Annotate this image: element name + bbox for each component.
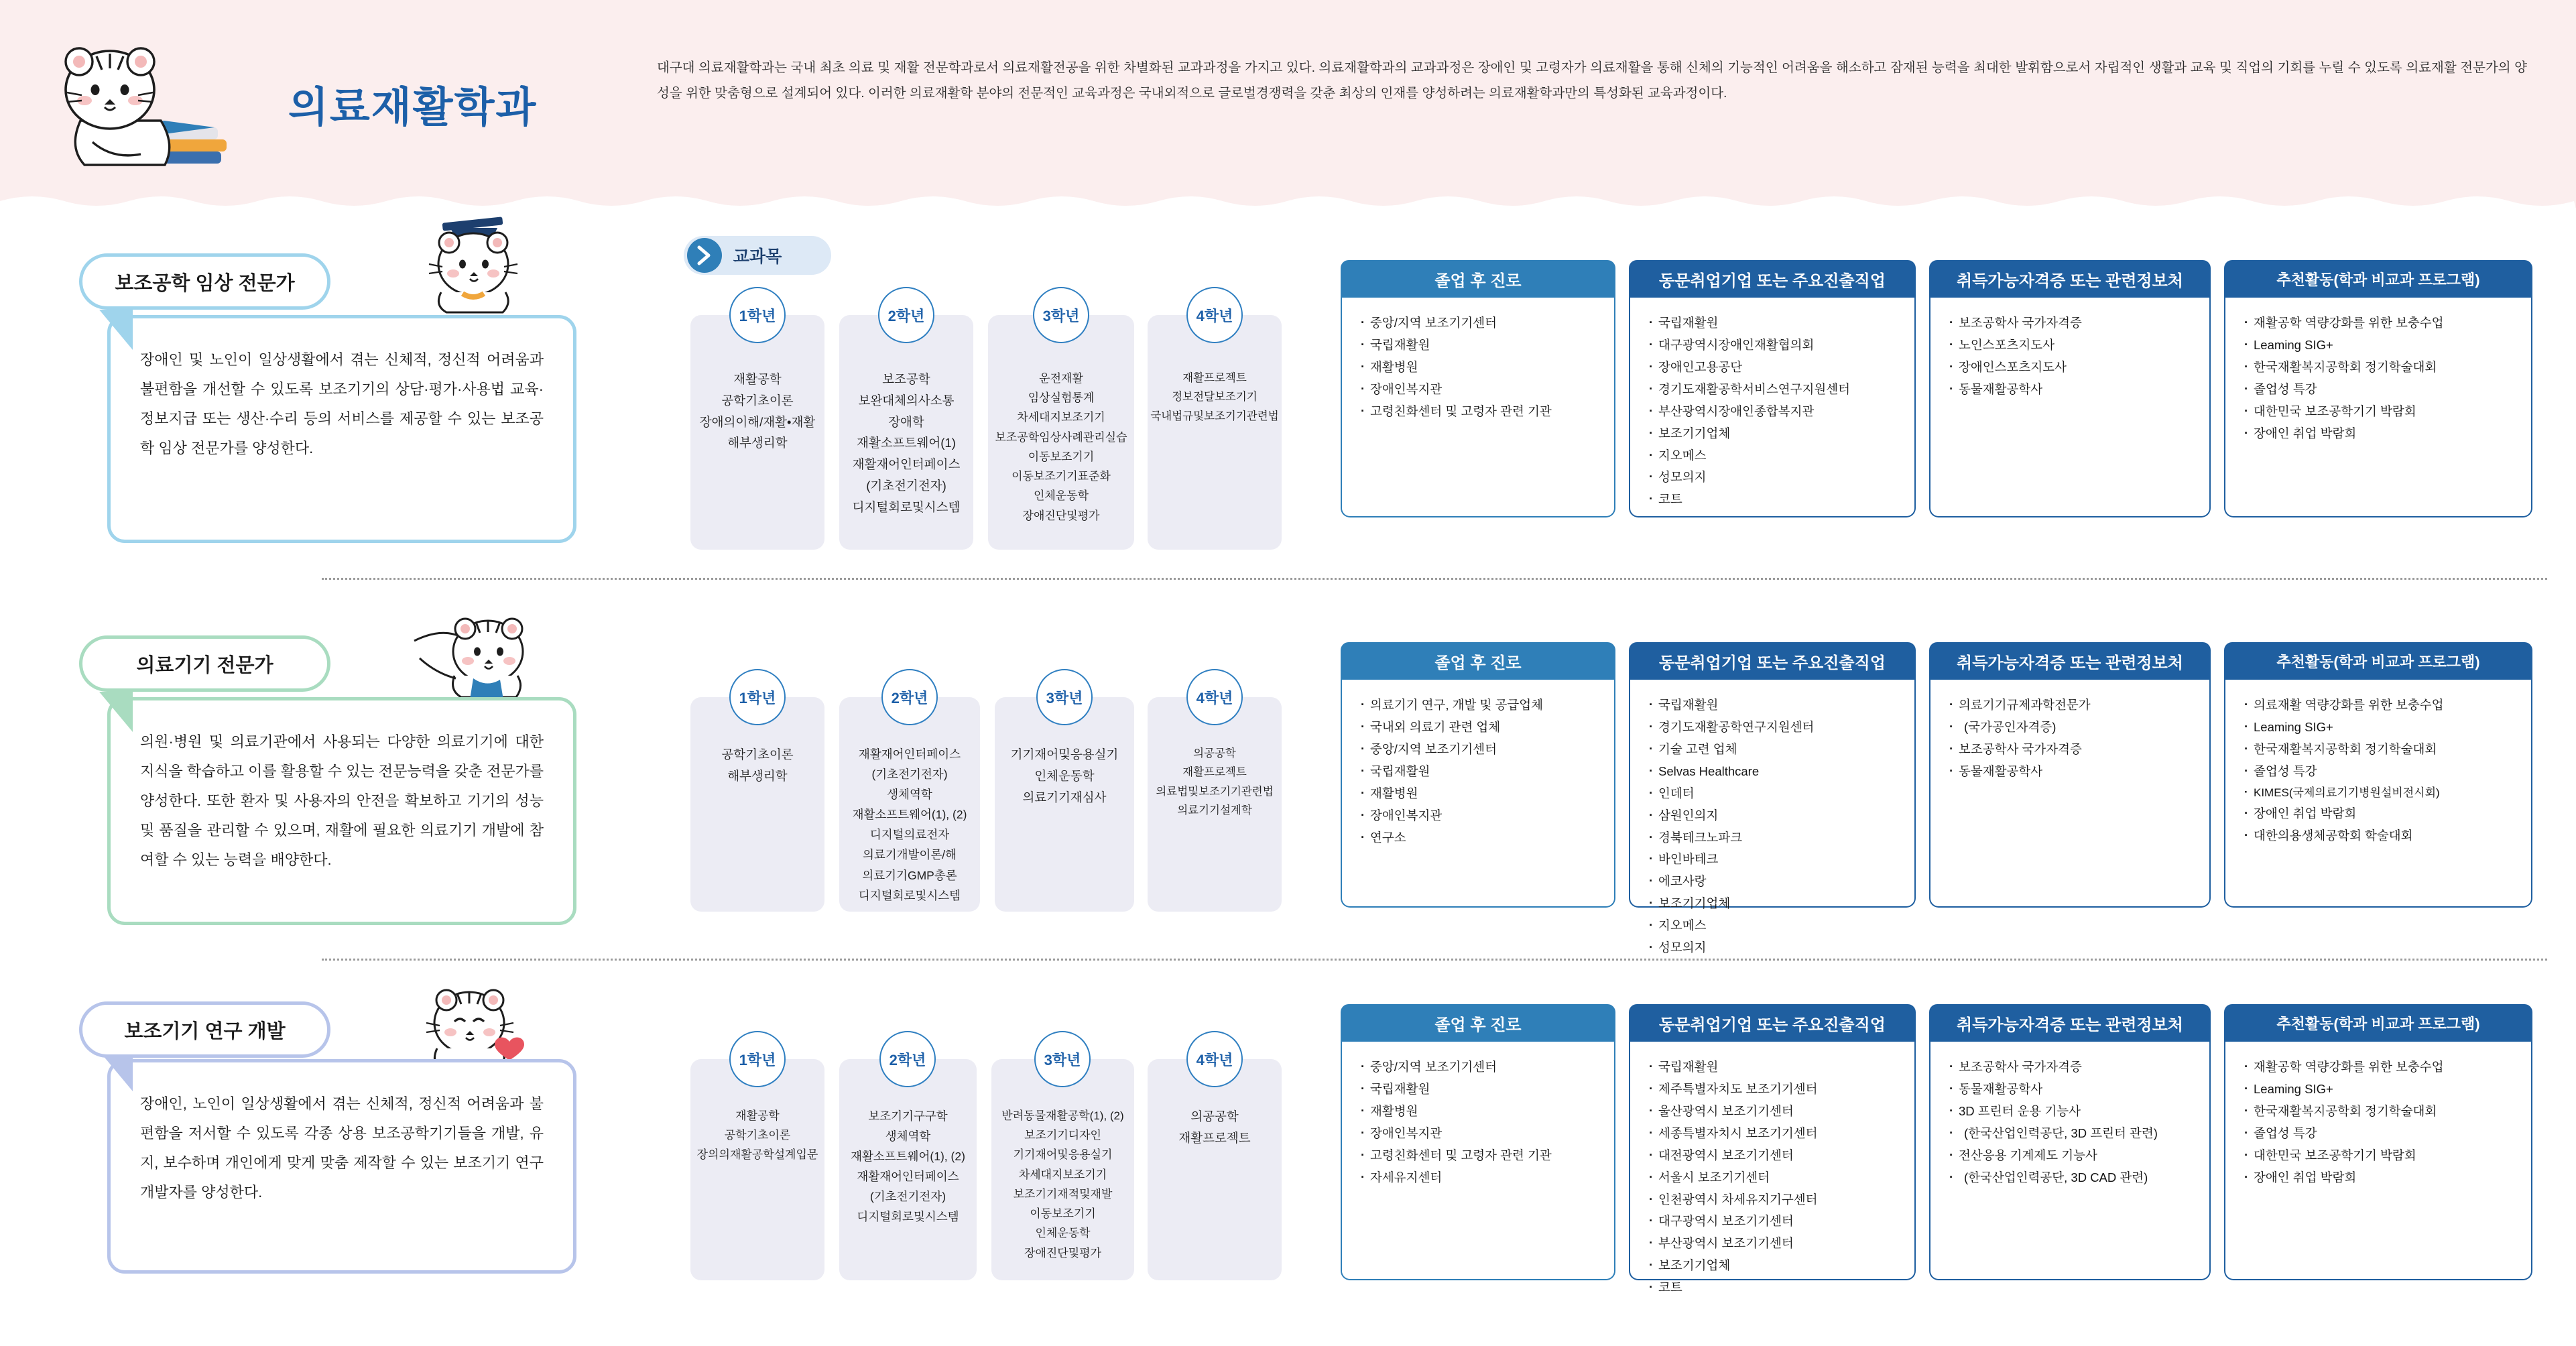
year-badge-3-3-text: 3학년 bbox=[1044, 1051, 1081, 1068]
year-course-list-2-2: 재활재어인터페이스 (기초전기전자) 생체역학 재활소프트웨어(1), (2) 디지털의료전자 의료기개발이론/해 의료기기GMP총론 디지털회로및시스템 bbox=[852, 747, 967, 902]
certificates-panel-3-title: 취득가능자격증 또는 관련정보처 bbox=[1929, 1004, 2211, 1042]
activities-panel-2 bbox=[2224, 642, 2532, 908]
year-badge-1-4-text: 4학년 bbox=[1196, 307, 1233, 324]
year-badge-1-2 bbox=[878, 287, 934, 343]
list-item: · 졸업성 특강 bbox=[2242, 761, 2515, 783]
list-item: · 보조공학사 국가자격증 bbox=[1947, 1056, 2193, 1079]
companies-panel-3 bbox=[1629, 1004, 1916, 1295]
activities-panel-2-title: 추천활동(학과 비교과 프로그램) bbox=[2224, 642, 2532, 680]
year-course-list-3-3: 반려동물재활공학(1), (2) 보조기기디자인 기기재어및응용실기 차세대지보조기기 보조기기재적및재발 이동보조기기 인체운동학 장애진단및평가 bbox=[1001, 1109, 1124, 1260]
year-card-2-3 bbox=[995, 697, 1134, 912]
year-card-1-2 bbox=[839, 315, 973, 550]
activities-panel-3-title: 추천활동(학과 비교과 프로그램) bbox=[2224, 1004, 2532, 1042]
year-card-3-1 bbox=[690, 1059, 824, 1280]
year-course-list-1-4: 재활프로젝트 정보전달보조기기 국내법규및보조기기관련법 bbox=[1150, 372, 1279, 422]
year-card-2-1 bbox=[690, 697, 824, 912]
list-item: · 한국재활복지공학회 정기학술대회 bbox=[2242, 357, 2515, 379]
list-item: · 장애인복지관 bbox=[1358, 805, 1598, 827]
certificates-panel-3 bbox=[1929, 1004, 2211, 1280]
list-item-sub: · (한국산업인력공단, 3D 프린터 관련) bbox=[1947, 1123, 2193, 1145]
list-item: · 장애인고용공단 bbox=[1646, 357, 1898, 379]
list-item: · 장애인 취업 박람회 bbox=[2242, 1167, 2515, 1189]
year-course-list-2-3: 기기재어및응용실기 인체운동학 의료기기재심사 bbox=[1010, 747, 1119, 804]
callout-tail-2 bbox=[99, 692, 133, 732]
year-course-list-3-2: 보조기기구구학 생체역학 재활소프트웨어(1), (2) 재활재어인터페이스 (기초전기전자) 디지털회로및시스템 bbox=[851, 1109, 965, 1224]
tiger-mascot-reading-icon bbox=[40, 20, 261, 188]
list-item: · 지오메스 bbox=[1646, 915, 1898, 937]
track-description-3 bbox=[107, 1059, 576, 1274]
list-item: · 동물재활공학사 bbox=[1947, 379, 2193, 401]
year-course-list-1-3: 운전재활 임상실험통계 차세대지보조기기 보조공학임상사례관리실습 이동보조기기 이동보조기기표준화 인체운동학 장애진단및평가 bbox=[995, 372, 1127, 522]
list-item: · 자세유지센터 bbox=[1358, 1167, 1598, 1189]
list-item: · 대한민국 보조공학기기 박람회 bbox=[2242, 401, 2515, 423]
list-item: · 국립재활원 bbox=[1646, 694, 1898, 717]
year-badge-2-2 bbox=[881, 669, 938, 725]
year-card-1-4 bbox=[1148, 315, 1282, 550]
list-item: · 한국재활복지공학회 정기학술대회 bbox=[2242, 1101, 2515, 1123]
list-item: · 의료기기규제과학전문가 bbox=[1947, 694, 2193, 717]
list-item: · 코트 bbox=[1646, 1277, 1898, 1299]
list-item: · 국내외 의료기 관련 업체 bbox=[1358, 717, 1598, 739]
career-panel-2-body bbox=[1341, 680, 1615, 908]
list-item: · 보조기기업체 bbox=[1646, 893, 1898, 915]
list-item: · 성모의지 bbox=[1646, 937, 1898, 959]
year-course-list-3-4: 의공공학 재활프로젝트 bbox=[1178, 1109, 1251, 1145]
year-card-3-3 bbox=[991, 1059, 1134, 1280]
list-item: · 부산광역시 보조기기센터 bbox=[1646, 1233, 1898, 1255]
year-card-2-4 bbox=[1148, 697, 1282, 912]
companies-panel-2-title: 동문취업기업 또는 주요진출직업 bbox=[1629, 642, 1916, 680]
companies-panel-1 bbox=[1629, 260, 1916, 517]
list-item: · 재활병원 bbox=[1358, 783, 1598, 805]
year-course-list-1-2: 보조공학 보완대체의사소통 장애학 재활소프트웨어(1) 재활재어인터페이스 (기초전기전자) 디지털회로및시스템 bbox=[852, 372, 961, 514]
section-divider-1 bbox=[322, 578, 2547, 580]
list-item: · 바인바테크 bbox=[1646, 849, 1898, 871]
year-badge-3-4 bbox=[1186, 1031, 1243, 1087]
track-description-3-text: 장애인, 노인이 일상생활에서 겪는 신체적, 정신적 어려움과 불편함을 저서할 수 있도록 각종 상용 보조공학기기들을 개발, 유지, 보수하며 개인에게 맞게 맞춤 제작할 수 있는 보조기기 연구 개발자를 양성한다. bbox=[140, 1095, 544, 1201]
list-item: · 의료재활 역량강화를 위한 보충수업 bbox=[2242, 694, 2515, 717]
list-item: · 의료기기 연구, 개발 및 공급업체 bbox=[1358, 694, 1598, 717]
list-item: · 고령친화센터 및 고령자 관련 기관 bbox=[1358, 1145, 1598, 1167]
year-card-2-2 bbox=[839, 697, 980, 912]
list-item: · 중앙/지역 보조기기센터 bbox=[1358, 739, 1598, 761]
career-panel-1 bbox=[1341, 260, 1615, 517]
list-item: · 재활병원 bbox=[1358, 357, 1598, 379]
career-panel-2 bbox=[1341, 642, 1615, 908]
career-panel-1-body bbox=[1341, 298, 1615, 517]
activities-panel-1-body bbox=[2224, 298, 2532, 517]
list-item: · 세종특별자치시 보조기기센터 bbox=[1646, 1123, 1898, 1145]
list-item: · 에코사랑 bbox=[1646, 871, 1898, 893]
list-item: · 장애인복지관 bbox=[1358, 379, 1598, 401]
year-badge-2-1-text: 1학년 bbox=[739, 689, 776, 707]
chevron-right-icon bbox=[685, 236, 724, 275]
list-item: · 삼원인의지 bbox=[1646, 805, 1898, 827]
list-item: · 동물재활공학사 bbox=[1947, 761, 2193, 783]
year-badge-3-3 bbox=[1034, 1031, 1091, 1087]
certificates-panel-2-body bbox=[1929, 680, 2211, 908]
list-item: · 부산광역시장애인종합복지관 bbox=[1646, 401, 1898, 423]
year-badge-1-3 bbox=[1033, 287, 1089, 343]
companies-panel-1-title: 동문취업기업 또는 주요진출직업 bbox=[1629, 260, 1916, 298]
year-badge-1-1 bbox=[729, 287, 786, 343]
curriculum-label-text: 교과목 bbox=[733, 247, 782, 266]
list-item: · 대구광역시 보조기기센터 bbox=[1646, 1211, 1898, 1233]
year-badge-2-4-text: 4학년 bbox=[1196, 689, 1233, 707]
year-badge-2-3-text: 3학년 bbox=[1046, 689, 1083, 707]
track-description-1-text: 장애인 및 노인이 일상생활에서 겪는 신체적, 정신적 어려움과 불편함을 개선할 수 있도록 보조기기의 상담·평가·사용법 교육·정보지급 또는 생산·수리 등의 서비스를 제공할 수 있는 보조공학 임상 전문가를 양성한다. bbox=[140, 351, 544, 456]
year-course-list-2-1: 공학기초이론 해부생리학 bbox=[721, 747, 794, 783]
list-item: · Leaming SIG+ bbox=[2242, 1079, 2515, 1101]
list-item: · 국립재활원 bbox=[1358, 334, 1598, 357]
activities-panel-1-title: 추천활동(학과 비교과 프로그램) bbox=[2224, 260, 2532, 298]
list-item-sub: · (국가공인자격증) bbox=[1947, 717, 2193, 739]
tiger-graduate-icon bbox=[402, 213, 536, 314]
career-panel-2-title: 졸업 후 진로 bbox=[1341, 642, 1615, 680]
list-item: · 국립재활원 bbox=[1358, 761, 1598, 783]
career-panel-3-title: 졸업 후 진로 bbox=[1341, 1004, 1615, 1042]
year-course-list-3-1: 재활공학 공학기초이론 장의의재활공학설계입문 bbox=[696, 1109, 818, 1162]
list-item: · 장애인 취업 박람회 bbox=[2242, 803, 2515, 825]
list-item: · 국립재활원 bbox=[1646, 312, 1898, 334]
track-description-1 bbox=[107, 315, 576, 543]
list-item: · 노인스포츠지도사 bbox=[1947, 334, 2193, 357]
year-card-3-4 bbox=[1148, 1059, 1282, 1280]
certificates-panel-1 bbox=[1929, 260, 2211, 517]
callout-tail-1 bbox=[99, 310, 133, 350]
companies-panel-2 bbox=[1629, 642, 1916, 955]
track-description-2 bbox=[107, 697, 576, 925]
list-item: · 경기도재활공학연구지원센터 bbox=[1646, 717, 1898, 739]
list-item: · 졸업성 특강 bbox=[2242, 1123, 2515, 1145]
year-badge-2-2-text: 2학년 bbox=[891, 689, 928, 707]
year-badge-1-2-text: 2학년 bbox=[887, 307, 925, 324]
list-item: · Leaming SIG+ bbox=[2242, 334, 2515, 357]
year-card-1-1 bbox=[690, 315, 824, 550]
page-header bbox=[0, 0, 2576, 208]
list-item: · 인천광역시 차세유지기구센터 bbox=[1646, 1189, 1898, 1211]
list-item: · 보조공학사 국가자격증 bbox=[1947, 739, 2193, 761]
section-divider-2 bbox=[322, 959, 2547, 961]
list-item: · 경기도재활공학서비스연구지원센터 bbox=[1646, 379, 1898, 401]
list-item: · 인데터 bbox=[1646, 783, 1898, 805]
year-card-3-2 bbox=[839, 1059, 977, 1280]
list-item: · 제주특별자치도 보조기기센터 bbox=[1646, 1079, 1898, 1101]
list-item: · 국립재활원 bbox=[1646, 1056, 1898, 1079]
list-item: · 연구소 bbox=[1358, 827, 1598, 849]
list-item: · 장애인스포츠지도사 bbox=[1947, 357, 2193, 379]
list-item: · 보조공학사 국가자격증 bbox=[1947, 312, 2193, 334]
certificates-panel-2 bbox=[1929, 642, 2211, 908]
list-item: · 대전광역시 보조기기센터 bbox=[1646, 1145, 1898, 1167]
companies-panel-3-title: 동문취업기업 또는 주요진출직업 bbox=[1629, 1004, 1916, 1042]
list-item: · Selvas Healthcare bbox=[1646, 761, 1898, 783]
header-wave-divider bbox=[0, 192, 2576, 209]
activities-panel-2-body bbox=[2224, 680, 2532, 908]
track-title-2-text: 의료기기 전문가 bbox=[136, 654, 273, 676]
list-item: · 대한민국 보조공학기기 박람회 bbox=[2242, 1145, 2515, 1167]
list-item: · 보조기기업체 bbox=[1646, 1255, 1898, 1277]
list-item: · Leaming SIG+ bbox=[2242, 717, 2515, 739]
list-item: · 성모의지 bbox=[1646, 467, 1898, 489]
list-item-sub: · (한국산업인력공단, 3D CAD 관련) bbox=[1947, 1167, 2193, 1189]
year-badge-3-2-text: 2학년 bbox=[889, 1051, 926, 1068]
list-item: · 서울시 보조기기센터 bbox=[1646, 1167, 1898, 1189]
list-item: · 코트 bbox=[1646, 489, 1898, 511]
list-item: · 대한의용생체공학회 학술대회 bbox=[2242, 825, 2515, 847]
list-item: · 보조기기업체 bbox=[1646, 423, 1898, 445]
year-course-list-1-1: 재활공학 공학기초이론 장애의이해/재활•재활 해부생리학 bbox=[699, 372, 816, 450]
activities-panel-3-body bbox=[2224, 1042, 2532, 1280]
list-item: · 동물재활공학사 bbox=[1947, 1079, 2193, 1101]
track-description-2-text: 의원·병원 및 의료기관에서 사용되는 다양한 의료기기에 대한 지식을 학습하고 이를 활용할 수 있는 전문능력을 갖춘 전문가를 양성한다. 또한 환자 및 사용자의 안전을 확보하고 기기의 성능 및 품질을 관리할 수 있으며, 재활에 필요한 의료기기 개발에 참여할 수 있는 능력을 배양한다. bbox=[140, 733, 544, 868]
year-badge-2-3 bbox=[1036, 669, 1093, 725]
year-badge-1-3-text: 3학년 bbox=[1042, 307, 1080, 324]
year-badge-1-1-text: 1학년 bbox=[739, 307, 776, 324]
certificates-panel-1-body bbox=[1929, 298, 2211, 517]
year-badge-3-2 bbox=[879, 1031, 936, 1087]
year-card-1-3 bbox=[988, 315, 1134, 550]
career-panel-3-body bbox=[1341, 1042, 1615, 1280]
year-badge-3-1-text: 1학년 bbox=[739, 1051, 776, 1068]
list-item: · 경북테크노파크 bbox=[1646, 827, 1898, 849]
year-badge-2-4 bbox=[1186, 669, 1243, 725]
list-item: · 장애인복지관 bbox=[1358, 1123, 1598, 1145]
tiger-waving-icon bbox=[409, 603, 550, 704]
companies-panel-3-body bbox=[1629, 1042, 1916, 1295]
year-badge-3-4-text: 4학년 bbox=[1196, 1051, 1233, 1068]
track-title-3 bbox=[79, 1001, 330, 1058]
list-item: · 울산광역시 보조기기센터 bbox=[1646, 1101, 1898, 1123]
activities-panel-1 bbox=[2224, 260, 2532, 517]
list-item: · 국립재활원 bbox=[1358, 1079, 1598, 1101]
certificates-panel-3-body bbox=[1929, 1042, 2211, 1280]
list-item: · 재활공학 역량강화를 위한 보충수업 bbox=[2242, 1056, 2515, 1079]
list-item: · KIMES(국제의료기기병원설비전시회) bbox=[2242, 783, 2515, 803]
page-title: 의료재활학과 bbox=[288, 84, 538, 131]
list-item: · 전산응용 기계제도 기능사 bbox=[1947, 1145, 2193, 1167]
certificates-panel-1-title: 취득가능자격증 또는 관련정보처 bbox=[1929, 260, 2211, 298]
year-badge-2-1 bbox=[729, 669, 786, 725]
list-item: · 재활공학 역량강화를 위한 보충수업 bbox=[2242, 312, 2515, 334]
list-item: · 대구광역시장애인재활협의회 bbox=[1646, 334, 1898, 357]
companies-panel-1-body bbox=[1629, 298, 1916, 517]
list-item: · 중앙/지역 보조기기센터 bbox=[1358, 312, 1598, 334]
certificates-panel-2-title: 취득가능자격증 또는 관련정보처 bbox=[1929, 642, 2211, 680]
list-item: · 지오메스 bbox=[1646, 445, 1898, 467]
companies-panel-2-body bbox=[1629, 680, 1916, 955]
track-title-3-text: 보조기기 연구 개발 bbox=[124, 1020, 286, 1042]
year-badge-3-1 bbox=[729, 1031, 786, 1087]
list-item: · 기술 고련 업체 bbox=[1646, 739, 1898, 761]
list-item: · 중앙/지역 보조기기센터 bbox=[1358, 1056, 1598, 1079]
list-item: · 재활병원 bbox=[1358, 1101, 1598, 1123]
career-panel-1-title: 졸업 후 진로 bbox=[1341, 260, 1615, 298]
year-badge-1-4 bbox=[1186, 287, 1243, 343]
track-title-1-text: 보조공학 임상 전문가 bbox=[115, 272, 295, 294]
track-title-2 bbox=[79, 635, 330, 692]
year-course-list-2-4: 의공공학 재활프로젝트 의료법및보조기기관련법 의료기기설계학 bbox=[1156, 747, 1274, 817]
list-item: · 장애인 취업 박람회 bbox=[2242, 423, 2515, 445]
list-item: · 한국재활복지공학회 정기학술대회 bbox=[2242, 739, 2515, 761]
list-item: · 3D 프린터 운용 기능사 bbox=[1947, 1101, 2193, 1123]
activities-panel-3 bbox=[2224, 1004, 2532, 1280]
career-panel-3 bbox=[1341, 1004, 1615, 1280]
list-item: · 졸업성 특강 bbox=[2242, 379, 2515, 401]
department-description: 대구대 의료재활학과는 국내 최초 의료 및 재활 전문학과로서 의료재활전공을 위한 차별화된 교과과정을 가지고 있다. 의료재활학과의 교과과정은 장애인 및 고령자가 의료재활을 통해 신체의 기능적인 어려움을 해소하고 잠재된 능력을 최대한 발휘함으로서 자립적인 생활과 교육 및 직업의 기회를 누릴 수 있도록 의료재활 전문가의 양성을 위한 맞춤형으로 설계되어 있다. 이러한 의료재활학 분야의 전문적인 교육과정은 국내외적으로 글로벌경쟁력을 갖춘 최상의 인재를 양성하려는 의료재활학과만의 특성화된 교육과정이다. bbox=[657, 60, 2527, 101]
list-item: · 고령친화센터 및 고령자 관련 기관 bbox=[1358, 401, 1598, 423]
track-title-1 bbox=[79, 253, 330, 310]
